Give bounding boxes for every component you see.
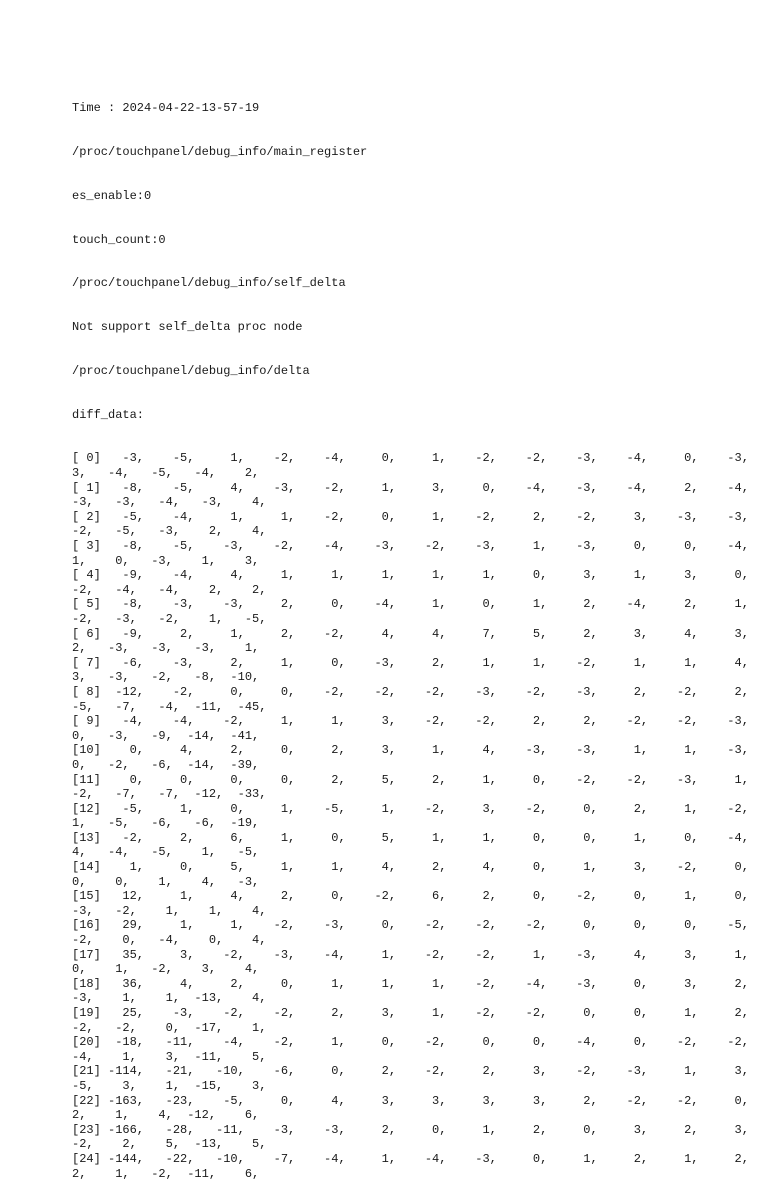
- diff-row-continuation: -2, 0, -4, 0, 4,: [72, 933, 267, 948]
- diff-row-continuation: -3, -3, -4, -3, 4,: [72, 495, 267, 510]
- diff-row-continuation: -2, -5, -3, 2, 4,: [72, 524, 267, 539]
- diff-row-line: [ 1] -8, -5, 4, -3, -2, 1, 3, 0, -4, -3, -4, 2, -4,: [72, 480, 749, 495]
- diff-row-continuation: -2, -3, -2, 1, -5,: [72, 611, 267, 626]
- diff-row-continuation: 3, -4, -5, -4, 2,: [72, 466, 260, 481]
- diff-row-continuation: 1, 0, -3, 1, 3,: [72, 553, 260, 568]
- diff-row-line: [12] -5, 1, 0, 1, -5, 1, -2, 3, -2, 0, 2, 1, -2,: [72, 801, 749, 816]
- diff-row-continuation: 0, -2, -6, -14, -39,: [72, 757, 260, 772]
- diff-row-continuation: -5, 3, 1, -15, 3,: [72, 1078, 267, 1093]
- diff-row-line: [20] -18, -11, -4, -2, 1, 0, -2, 0, 0, -4, 0, -2, -2,: [72, 1035, 749, 1050]
- diff-row-continuation: 0, -3, -9, -14, -41,: [72, 728, 260, 743]
- diff-row-line: [ 6] -9, 2, 1, 2, -2, 4, 4, 7, 5, 2, 3, 4, 3,: [72, 626, 749, 641]
- diff-row-line: [24] -144, -22, -10, -7, -4, 1, -4, -3, 0, 1, 2, 1, 2,: [72, 1151, 749, 1166]
- diff-row-line: [ 0] -3, -5, 1, -2, -4, 0, 1, -2, -2, -3, -4, 0, -3,: [72, 451, 749, 466]
- log-timestamp-line: Time : 2024-04-22-13-57-19: [72, 101, 260, 116]
- diff-row-continuation: -2, -4, -4, 2, 2,: [72, 582, 267, 597]
- diff-row-continuation: 0, 0, 1, 4, -3,: [72, 874, 260, 889]
- log-es-enable-line: es_enable:0: [72, 188, 152, 203]
- diff-row-continuation: 1, -5, -6, -6, -19,: [72, 816, 260, 831]
- diff-row-line: [15] 12, 1, 4, 2, 0, -2, 6, 2, 0, -2, 0, 1, 0,: [72, 889, 749, 904]
- diff-row-continuation: 2, 1, -2, -11, 6,: [72, 1166, 260, 1181]
- log-path-self-delta: /proc/touchpanel/debug_info/self_delta: [72, 276, 346, 291]
- diff-row-line: [13] -2, 2, 6, 1, 0, 5, 1, 1, 0, 0, 1, 0, -4,: [72, 830, 749, 845]
- diff-row-continuation: -3, -2, 1, 1, 4,: [72, 903, 267, 918]
- diff-row-line: [ 8] -12, -2, 0, 0, -2, -2, -2, -3, -2, -3, 2, -2, 2,: [72, 684, 749, 699]
- log-path-main-register: /proc/touchpanel/debug_info/main_register: [72, 144, 368, 159]
- diff-row-continuation: 2, -3, -3, -3, 1,: [72, 641, 260, 656]
- diff-row-continuation: 3, -3, -2, -8, -10,: [72, 670, 260, 685]
- diff-row-line: [18] 36, 4, 2, 0, 1, 1, 1, -2, -4, -3, 0, 3, 2,: [72, 976, 749, 991]
- diff-row-continuation: -2, -7, -7, -12, -33,: [72, 787, 267, 802]
- diff-row-line: [ 5] -8, -3, -3, 2, 0, -4, 1, 0, 1, 2, -4, 2, 1,: [72, 597, 749, 612]
- diff-row-line: [10] 0, 4, 2, 0, 2, 3, 1, 4, -3, -3, 1, 1, -3,: [72, 743, 749, 758]
- diff-row-continuation: -4, 1, 3, -11, 5,: [72, 1049, 267, 1064]
- log-touch-count-line: touch_count:0: [72, 232, 166, 247]
- diff-row-line: [22] -163, -23, -5, 0, 4, 3, 3, 3, 3, 2, -2, -2, 0,: [72, 1093, 749, 1108]
- diff-row-continuation: -2, 2, 5, -13, 5,: [72, 1137, 267, 1152]
- diff-row-line: [17] 35, 3, -2, -3, -4, 1, -2, -2, 1, -3, 4, 3, 1,: [72, 947, 749, 962]
- diff-row-line: [ 2] -5, -4, 1, 1, -2, 0, 1, -2, 2, -2, 3, -3, -3,: [72, 509, 749, 524]
- diff-row-continuation: -3, 1, 1, -13, 4,: [72, 991, 267, 1006]
- log-document: [72, 72, 749, 1196]
- diff-row-line: [16] 29, 1, 1, -2, -3, 0, -2, -2, -2, 0, 0, 0, -5,: [72, 918, 749, 933]
- diff-row-continuation: -5, -7, -4, -11, -45,: [72, 699, 267, 714]
- diff-row-line: [19] 25, -3, -2, -2, 2, 3, 1, -2, -2, 0, 0, 1, 2,: [72, 1006, 749, 1020]
- diff-row-line: [ 7] -6, -3, 2, 1, 0, -3, 2, 1, 1, -2, 1, 1, 4,: [72, 655, 749, 670]
- diff-row-line: [14] 1, 0, 5, 1, 1, 4, 2, 4, 0, 1, 3, -2, 0,: [72, 860, 749, 875]
- diff-data-block: [72, 451, 749, 1181]
- diff-row-line: [ 4] -9, -4, 4, 1, 1, 1, 1, 1, 0, 3, 1, 3, 0,: [72, 568, 749, 583]
- diff-row-continuation: -2, -2, 0, -17, 1,: [72, 1020, 267, 1035]
- diff-row-continuation: 4, -4, -5, 1, -5,: [72, 845, 260, 860]
- diff-row-line: [23] -166, -28, -11, -3, -3, 2, 0, 1, 2, 0, 3, 2, 3,: [72, 1122, 749, 1137]
- diff-row-line: [ 9] -4, -4, -2, 1, 1, 3, -2, -2, 2, 2, -2, -2, -3,: [72, 714, 749, 729]
- diff-row-line: [ 3] -8, -5, -3, -2, -4, -3, -2, -3, 1, -3, 0, 0, -4,: [72, 539, 749, 553]
- log-diff-data-label: diff_data:: [72, 407, 145, 422]
- diff-row-line: [21] -114, -21, -10, -6, 0, 2, -2, 2, 3, -2, -3, 1, 3,: [72, 1064, 749, 1079]
- log-path-delta: /proc/touchpanel/debug_info/delta: [72, 363, 310, 378]
- diff-row-continuation: 0, 1, -2, 3, 4,: [72, 962, 260, 977]
- log-self-delta-status: Not support self_delta proc node: [72, 320, 303, 335]
- diff-row-continuation: 2, 1, 4, -12, 6,: [72, 1108, 260, 1123]
- diff-row-line: [11] 0, 0, 0, 0, 2, 5, 2, 1, 0, -2, -2, -3, 1,: [72, 772, 749, 787]
